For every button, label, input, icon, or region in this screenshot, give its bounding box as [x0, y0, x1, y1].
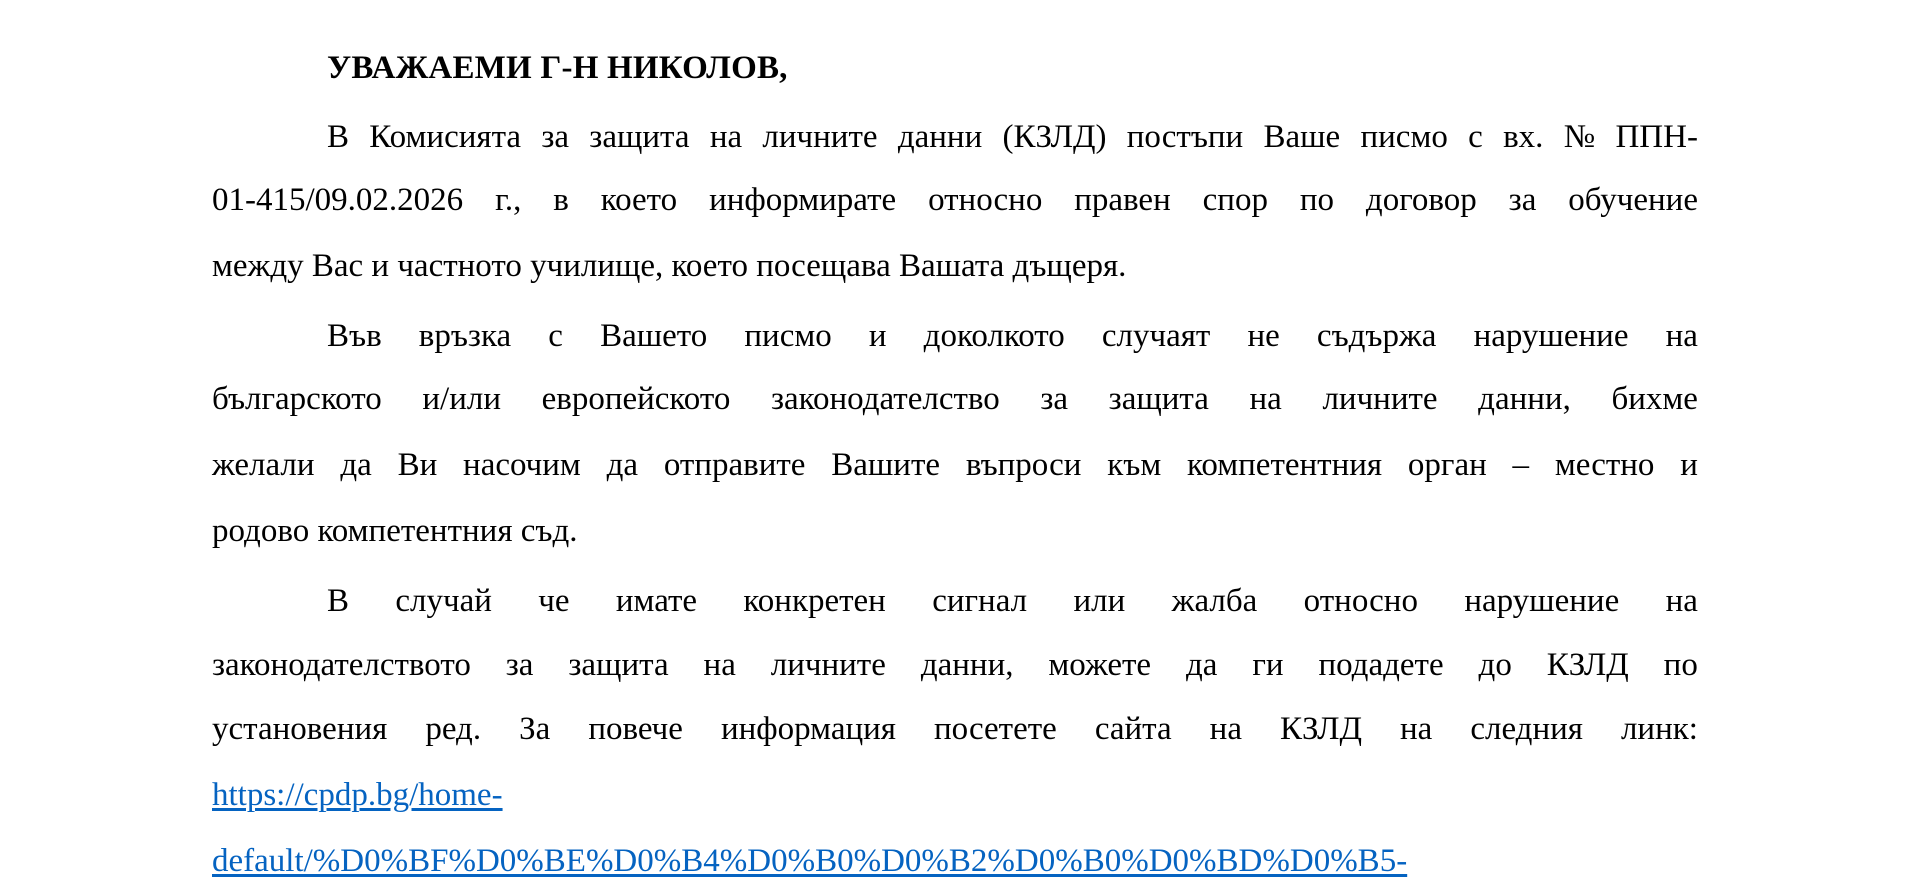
cpdp-link-line-2[interactable]: [212, 841, 1407, 881]
word: нарушение: [1464, 583, 1620, 619]
paragraph-3-line-3: [212, 709, 1698, 749]
word: или: [1073, 583, 1126, 619]
word: за: [1040, 381, 1069, 417]
word: доколкото: [923, 318, 1065, 354]
salutation-heading: УВАЖАЕМИ Г-Н НИКОЛОВ,: [327, 50, 788, 86]
word: договор: [1365, 182, 1477, 218]
word: ред.: [425, 711, 482, 747]
word: постъпи: [1126, 119, 1244, 155]
paragraph-2-line-4: родово компетентния съд.: [212, 513, 578, 549]
word: имате: [615, 583, 698, 619]
word: и: [868, 318, 887, 354]
word: компетентния: [1187, 447, 1383, 483]
word: установения: [212, 711, 388, 747]
word: личните: [762, 119, 878, 155]
word: (КЗЛД): [1002, 119, 1107, 155]
word: подадете: [1318, 647, 1444, 683]
word: към: [1107, 447, 1162, 483]
word: сайта: [1094, 711, 1172, 747]
word: нарушение: [1473, 318, 1629, 354]
word: данни,: [920, 647, 1014, 683]
word: КЗЛД: [1546, 647, 1629, 683]
word: отправите: [663, 447, 806, 483]
word: Ваше: [1263, 119, 1341, 155]
word: на: [703, 647, 736, 683]
word: конкретен: [743, 583, 886, 619]
word: на: [1665, 583, 1698, 619]
word: орган: [1407, 447, 1487, 483]
word: да: [606, 447, 639, 483]
word: писмо: [744, 318, 832, 354]
word: с: [1468, 119, 1483, 155]
word: обучение: [1568, 182, 1698, 218]
word: на: [1209, 711, 1242, 747]
word: В: [327, 583, 350, 619]
word: съдържа: [1316, 318, 1437, 354]
paragraph-1-line-3: между Вас и частното училище, което посещава Вашата дъщеря.: [212, 248, 1127, 284]
word: личните: [770, 647, 886, 683]
paragraph-1-line-1: [327, 117, 1698, 157]
word: по: [1663, 647, 1698, 683]
word: бихме: [1611, 381, 1698, 417]
word: В: [327, 119, 350, 155]
word: информирате: [709, 182, 897, 218]
cpdp-link-part-2[interactable]: default/%D0%BF%D0%BE%D0%B4%D0%B0%D0%B2%D0%B0%D0%BD%D0%B5-: [212, 843, 1408, 879]
word: на: [1665, 318, 1698, 354]
word: и: [1680, 447, 1698, 483]
word: относно: [1303, 583, 1418, 619]
word: писмо: [1360, 119, 1448, 155]
word: защита: [568, 647, 669, 683]
word: ги: [1252, 647, 1284, 683]
word: и/или: [422, 381, 501, 417]
word: сигнал: [932, 583, 1028, 619]
word: вх.: [1503, 119, 1544, 155]
word: случаят: [1101, 318, 1211, 354]
word: информация: [720, 711, 896, 747]
word: насочим: [463, 447, 581, 483]
word: в: [553, 182, 569, 218]
paragraph-3-line-1: [327, 581, 1698, 621]
word: г.,: [495, 182, 522, 218]
word: защита: [1108, 381, 1209, 417]
word: Вашите: [831, 447, 941, 483]
word: да: [1185, 647, 1218, 683]
word: законодателство: [770, 381, 1000, 417]
word: Комисията: [369, 119, 522, 155]
word: на: [1249, 381, 1282, 417]
paragraph-2-line-3: [212, 445, 1698, 485]
word: случай: [395, 583, 492, 619]
word: въпроси: [965, 447, 1082, 483]
word: Ви: [397, 447, 438, 483]
word: посетете: [933, 711, 1057, 747]
word: желали: [212, 447, 315, 483]
word: защита: [589, 119, 690, 155]
word: правен: [1074, 182, 1171, 218]
word: относно: [928, 182, 1043, 218]
word: местно: [1554, 447, 1655, 483]
word: законодателството: [212, 647, 471, 683]
paragraph-3-line-2: [212, 645, 1698, 685]
word: връзка: [418, 318, 512, 354]
word: спор: [1202, 182, 1268, 218]
word: №: [1563, 119, 1596, 155]
word: за: [541, 119, 570, 155]
word: до: [1478, 647, 1512, 683]
cpdp-link-line-1[interactable]: [212, 775, 503, 815]
word: по: [1299, 182, 1335, 218]
word: което: [600, 182, 678, 218]
word: на: [709, 119, 743, 155]
word: жалба: [1171, 583, 1258, 619]
word: –: [1512, 447, 1530, 483]
word: данни: [897, 119, 983, 155]
word: За: [519, 711, 551, 747]
word: да: [340, 447, 372, 483]
paragraph-2-line-2: [212, 379, 1698, 419]
word: българското: [212, 381, 382, 417]
word: на: [1400, 711, 1433, 747]
word: ППН-: [1615, 119, 1698, 155]
word: за: [505, 647, 534, 683]
paragraph-1-line-2: [212, 180, 1698, 220]
word: можете: [1048, 647, 1152, 683]
word: линк:: [1620, 711, 1698, 747]
word: Във: [327, 318, 382, 354]
word: европейското: [541, 381, 731, 417]
paragraph-2-line-1: [327, 316, 1698, 356]
word: повече: [588, 711, 683, 747]
word: личните: [1322, 381, 1438, 417]
word: не: [1247, 318, 1280, 354]
word: следния: [1470, 711, 1583, 747]
word: за: [1508, 182, 1537, 218]
word: с: [548, 318, 563, 354]
word: 01-415/09.02.2026: [212, 182, 464, 218]
word: данни,: [1478, 381, 1571, 417]
word: Вашето: [600, 318, 708, 354]
cpdp-link-part-1[interactable]: https://cpdp.bg/home-: [212, 777, 503, 813]
word: КЗЛД: [1280, 711, 1362, 747]
word: че: [538, 583, 570, 619]
